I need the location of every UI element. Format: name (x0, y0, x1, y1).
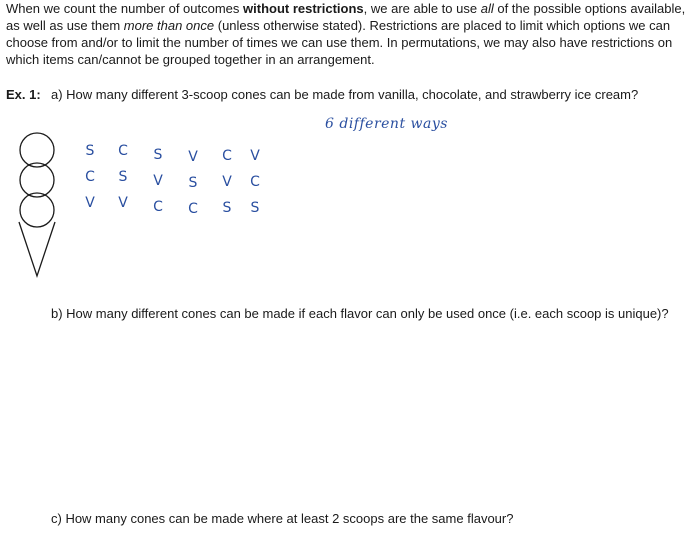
permutation-column-3 (148, 142, 168, 220)
question-a: a) How many different 3-scoop cones can be made from vanilla, chocolate, and strawberry ice cream? (51, 87, 639, 102)
question-b: b) How many different cones can be made if each flavor can only be used once (i.e. each scoop is unique)? (51, 306, 669, 321)
perm-4-middle: S (188, 175, 198, 191)
perm-6-top: V (250, 148, 260, 164)
scoop-middle-icon (20, 163, 54, 197)
perm-1-middle: C (85, 169, 95, 185)
perm-3-bottom: C (153, 199, 163, 215)
perm-5-top: C (222, 148, 232, 164)
perm-3-top: S (153, 147, 163, 163)
example-label: Ex. 1: (6, 87, 41, 102)
perm-4-top: V (188, 149, 198, 165)
perm-6-bottom: S (250, 200, 260, 216)
perm-6-middle: C (250, 174, 260, 190)
intro-text-2: , we are able to use (363, 1, 481, 16)
perm-2-middle: S (118, 169, 128, 185)
intro-italic-all: all (480, 1, 494, 16)
perm-1-top: S (85, 143, 95, 159)
perm-1-bottom: V (85, 195, 95, 211)
permutation-column-1 (80, 138, 100, 216)
permutation-column-6 (245, 143, 265, 221)
perm-3-middle: V (153, 173, 163, 189)
scoop-top-icon (20, 133, 54, 167)
perm-2-top: C (118, 143, 128, 159)
permutation-column-2 (113, 138, 133, 216)
scoop-bottom-icon (20, 193, 54, 227)
intro-text-4: (unless otherwise stated). Restrictions are placed to limit which options we can choose from and/or to limit the number of times we can use them. In permutations, we may also have restrictions on which items can/cannot be grouped together in an arrangement. (6, 18, 673, 67)
permutation-column-5 (217, 143, 237, 221)
perm-5-middle: V (222, 174, 232, 190)
intro-text-3: of the possible options available, as well as use them (6, 1, 686, 33)
permutation-column-4 (183, 144, 203, 222)
perm-4-bottom: C (188, 201, 198, 217)
perm-5-bottom: S (222, 200, 232, 216)
cone-icon (19, 222, 55, 276)
intro-bold-without-restrictions: without restrictions (243, 1, 364, 16)
intro-text-1: When we count the number of outcomes (6, 1, 244, 16)
perm-2-bottom: V (118, 195, 128, 211)
question-c: c) How many cones can be made where at least 2 scoops are the same flavour? (51, 511, 514, 526)
handwritten-answer: 6 different ways (325, 116, 448, 132)
intro-italic-more-than-once: more than once (123, 18, 215, 33)
